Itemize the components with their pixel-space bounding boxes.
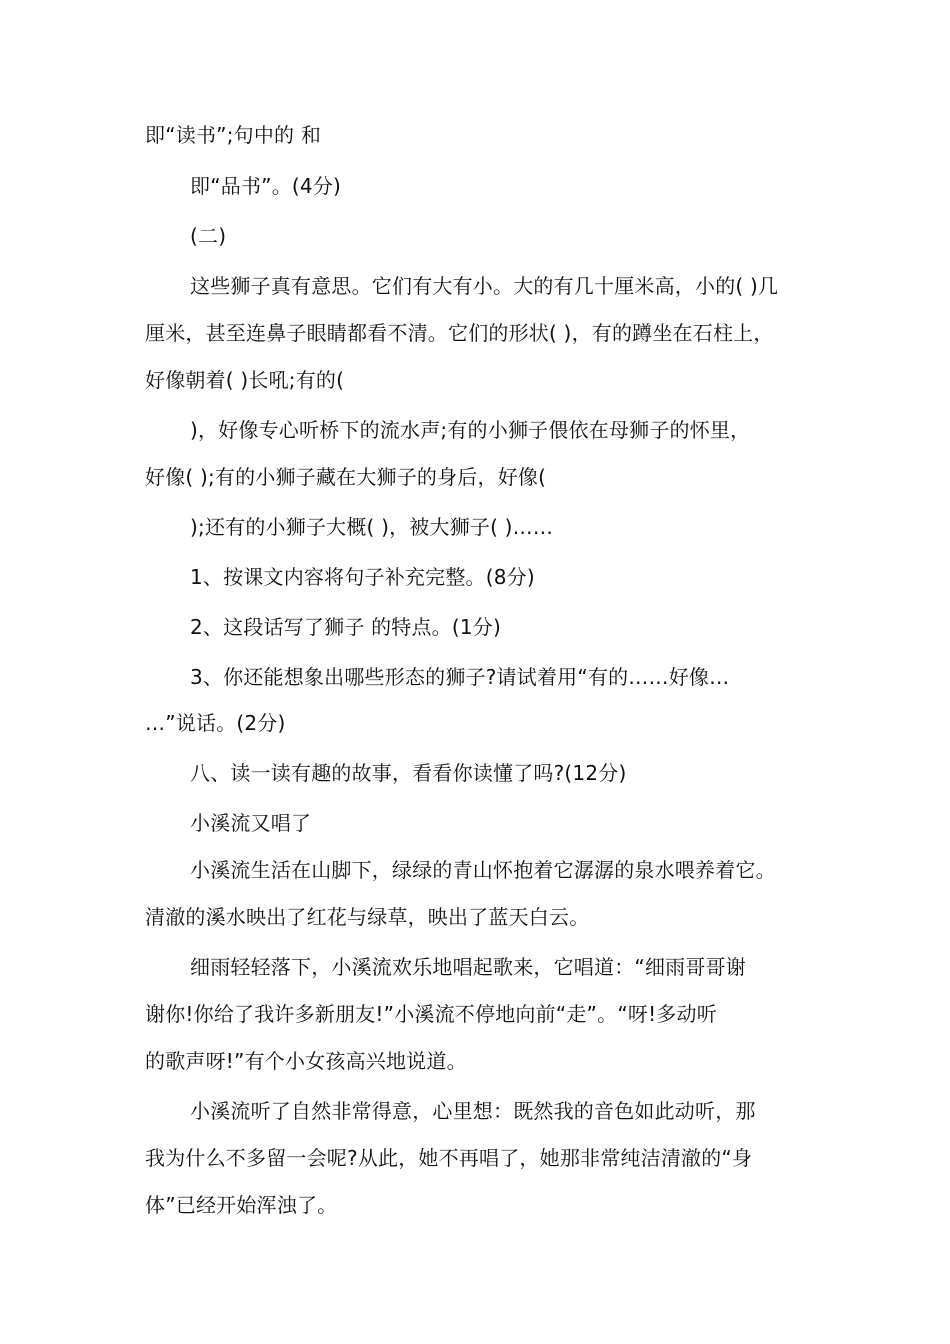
passage-line-2: 厘米，甚至连鼻子眼睛都看不清。它们的形状( )，有的蹲坐在石柱上， xyxy=(145,321,774,345)
section-heading-2: (二) xyxy=(190,224,227,248)
text-line-1: 即“读书”;句中的 和 xyxy=(145,123,322,147)
passage-line-6: );还有的小狮子大概( )，被大狮子( )…… xyxy=(190,515,554,539)
passage-line-5: 好像( );有的小狮子藏在大狮子的身后，好像( xyxy=(145,465,547,489)
question-3-continued: …”说话。(2分) xyxy=(145,711,286,735)
question-2: 2、这段话写了狮子 的特点。(1分) xyxy=(190,615,502,639)
story-line-3: 细雨轻轻落下，小溪流欢乐地唱起歌来，它唱道：“细雨哥哥谢 xyxy=(190,955,746,979)
passage-line-1: 这些狮子真有意思。它们有大有小。大的有几十厘米高，小的( )几 xyxy=(190,274,779,298)
story-line-6: 小溪流听了自然非常得意，心里想：既然我的音色如此动听，那 xyxy=(190,1099,756,1123)
text-line-2: 即“品书”。(4分) xyxy=(190,174,342,198)
story-line-4: 谢你!你给了我许多新朋友!”小溪流不停地向前“走”。“呀!多动听 xyxy=(145,1002,717,1026)
story-line-1: 小溪流生活在山脚下，绿绿的青山怀抱着它潺潺的泉水喂养着它。 xyxy=(190,858,776,882)
passage-line-3: 好像朝着( )长吼;有的( xyxy=(145,368,345,392)
story-line-7: 我为什么不多留一会呢?从此，她不再唱了，她那非常纯洁清澈的“身 xyxy=(145,1146,753,1170)
question-3: 3、你还能想象出哪些形态的狮子?请试着用“有的……好像… xyxy=(190,665,730,689)
story-line-5: 的歌声呀!”有个小女孩高兴地说道。 xyxy=(145,1049,467,1073)
question-1: 1、按课文内容将句子补充完整。(8分) xyxy=(190,565,535,589)
passage-line-4: )，好像专心听桥下的流水声;有的小狮子偎依在母狮子的怀里， xyxy=(190,418,751,442)
story-line-2: 清澈的溪水映出了红花与绿草，映出了蓝天白云。 xyxy=(145,905,590,929)
story-title: 小溪流又唱了 xyxy=(190,811,312,835)
story-line-8: 体”已经开始浑浊了。 xyxy=(145,1193,338,1217)
section-heading-8: 八、读一读有趣的故事，看看你读懂了吗?(12分) xyxy=(190,761,627,785)
